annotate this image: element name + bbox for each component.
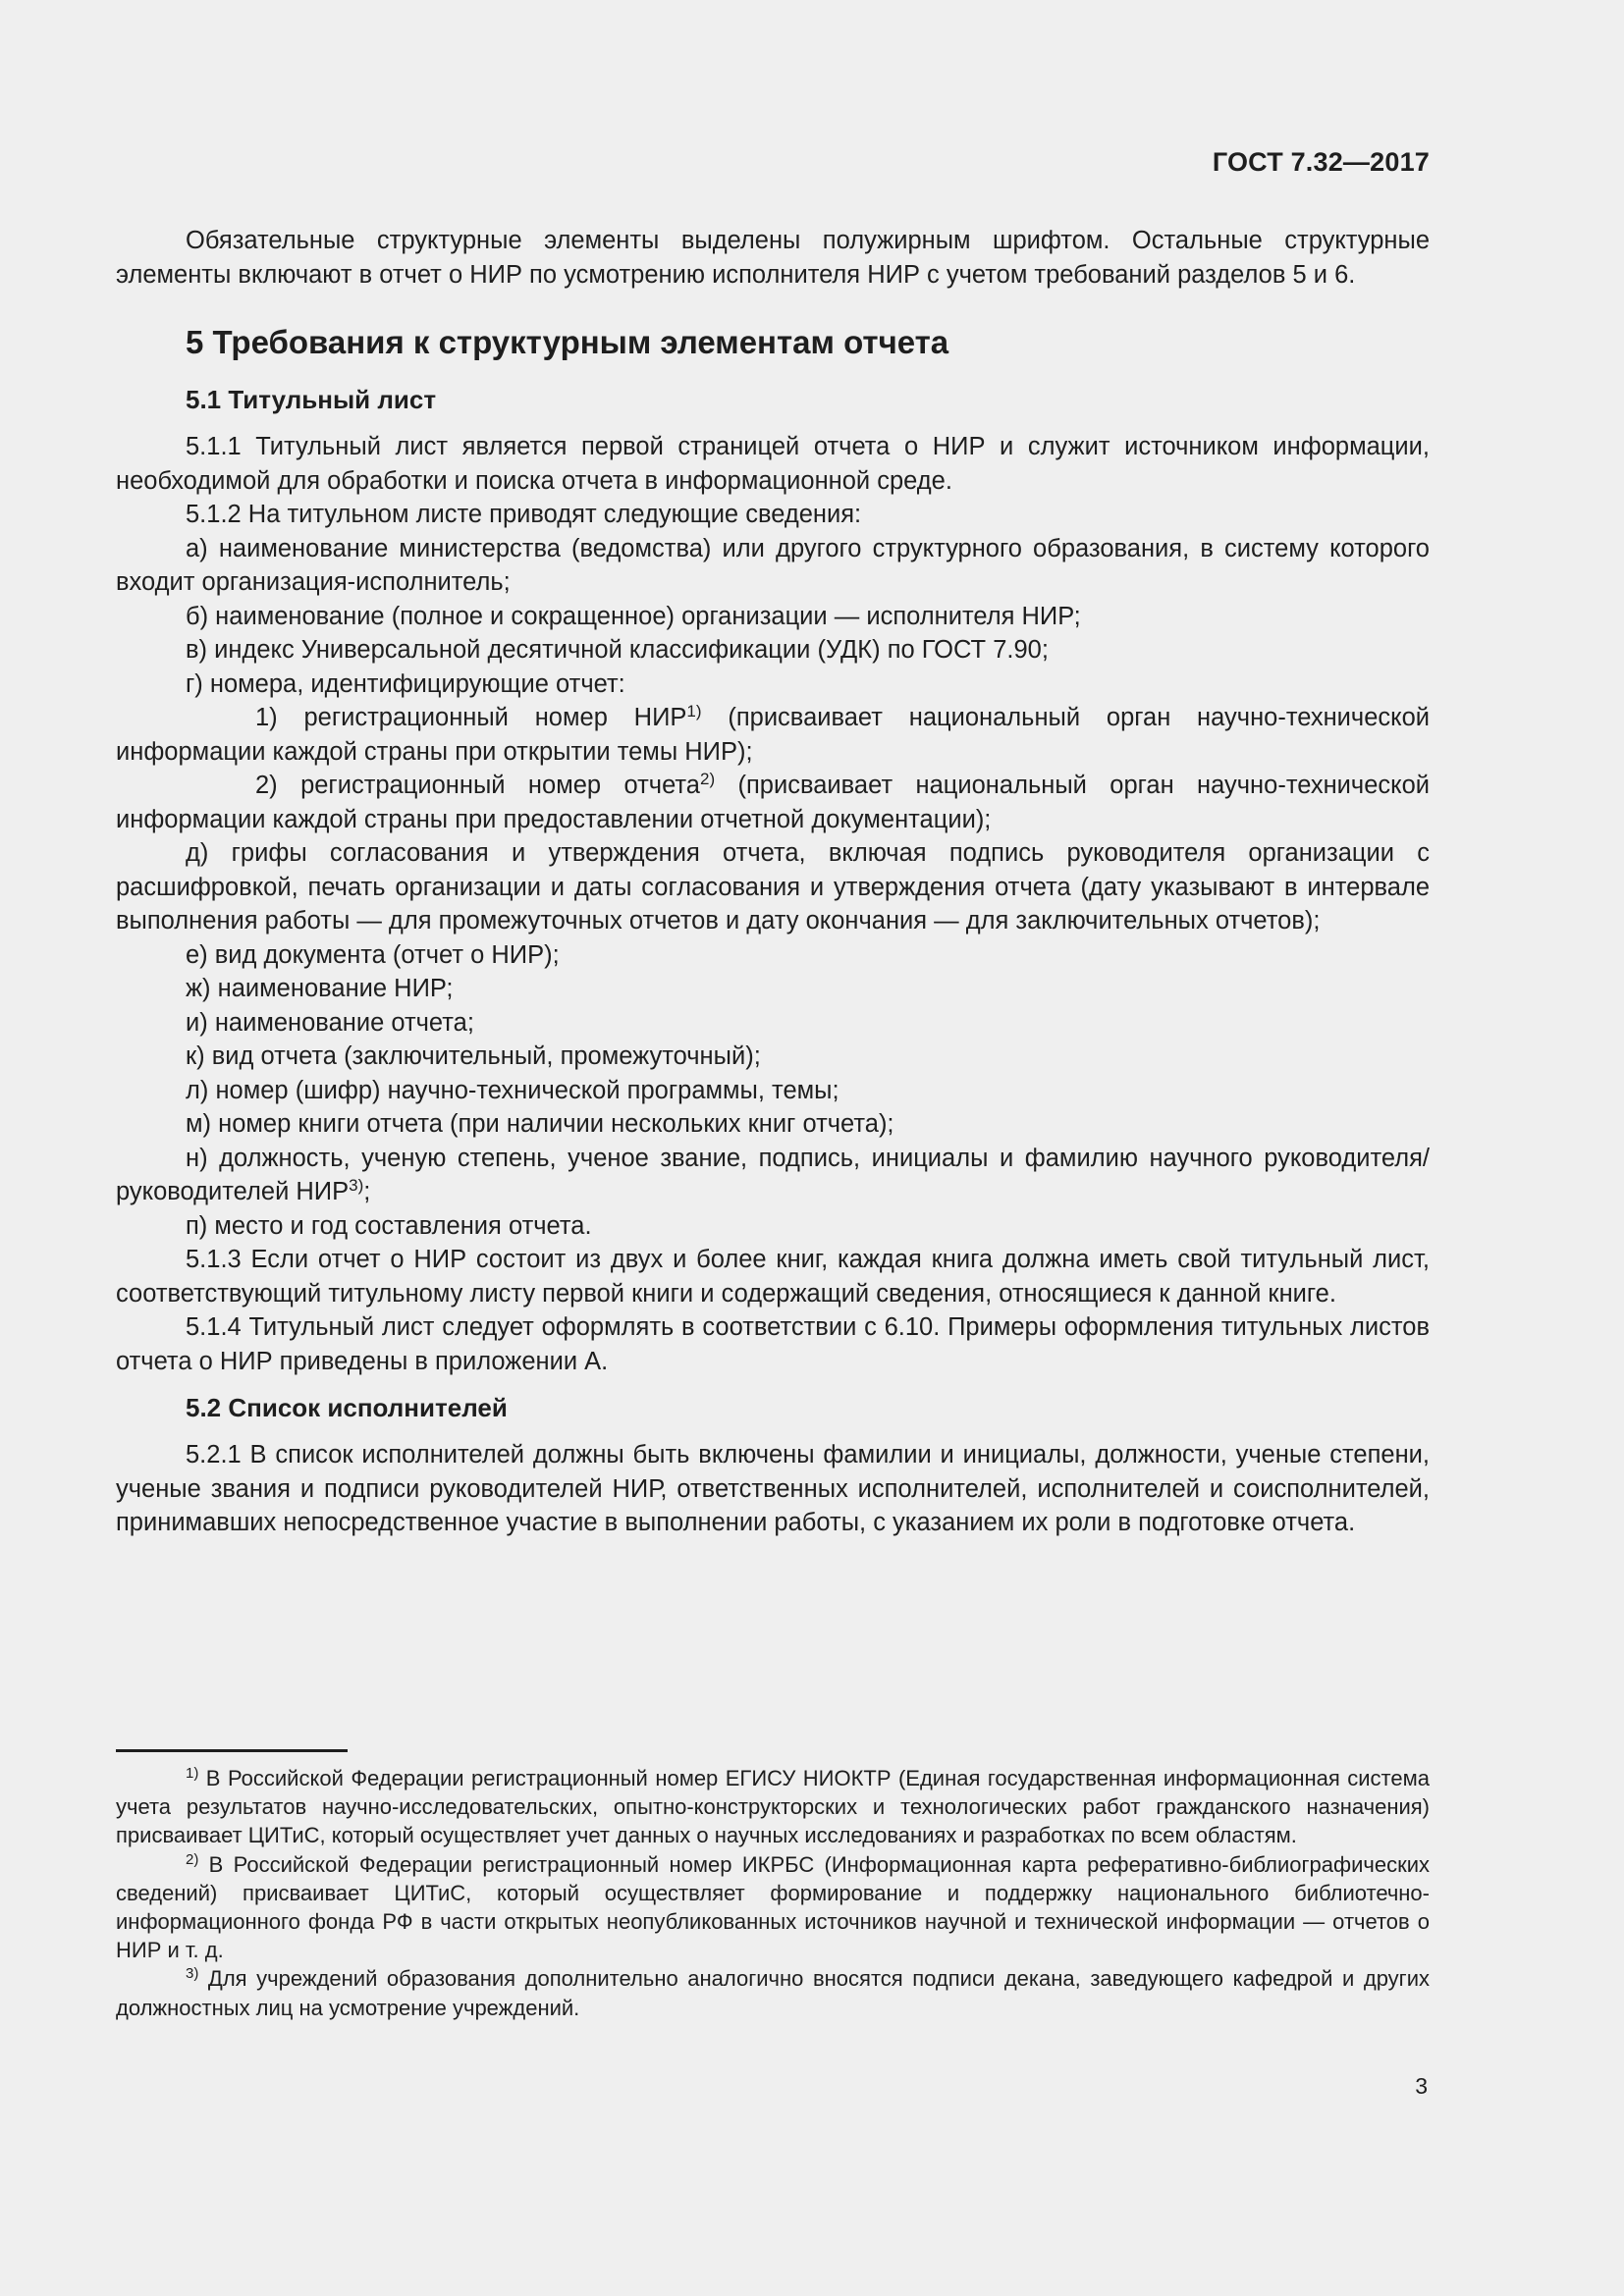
section-5-2-heading: 5.2 Список исполнителей <box>186 1393 508 1422</box>
footnote-3-mark: 3) <box>186 1965 199 1983</box>
footnote-3-text: Для учреждений образования дополнительно аналогично вносятся подписи декана, заведующего кафедрой и других должностных лиц на усмотрение учреждений. <box>116 1966 1430 2020</box>
paragraph-5-1-1: 5.1.1 Титульный лист является первой страницей отчета о НИР и служит источником информации, необходимой для обработки и поиска отчета в информационной среде. <box>116 433 1430 495</box>
list-item-a: а) наименование министерства (ведомства) или другого структурного образования, в систему которого входит организация-исполнитель; <box>116 534 1430 596</box>
paragraph-5-1-4: 5.1.4 Титульный лист следует оформлять в соответствии с 6.10. Примеры оформления титульных листов отчета о НИР приведены в приложении А. <box>116 1313 1430 1375</box>
footnote-divider <box>116 1749 348 1752</box>
list-item-d: д) грифы согласования и утверждения отчета, включая подпись руководителя организации с расшифровкой, печать организации и даты согласования и утверждения отчета (дату указывают в интервале выполнения работы — для промежуточных отчетов и дату окончания — для заключительных отчетов); <box>116 839 1430 934</box>
list-item-n <box>116 1142 1430 1209</box>
main-content <box>116 224 1430 1540</box>
footnote-1-text: В Российской Федерации регистрационный номер ЕГИСУ НИОКТР (Единая государственная информационная система учета результатов научно-исследовательских, опытно-конструкторских и технологических работ гражданского назначения) присваивает ЦИТиС, который осуществляет учет данных о научных исследованиях и разработках по всем областям. <box>116 1766 1430 1848</box>
footnote-2-text: В Российской Федерации регистрационный номер ИКРБС (Информационная карта реферативно-библиографических сведений) присваивает ЦИТиС, который осуществляет формирование и поддержку национального библиотечно-информационного фонда РФ в части открытых неопубликованных источников научной и технической информации — отчетов о НИР и т. д. <box>116 1851 1430 1963</box>
list-item-m: м) номер книги отчета (при наличии нескольких книг отчета); <box>186 1110 894 1138</box>
footnote-ref-2: 2) <box>699 770 716 788</box>
list-item-e: е) вид документа (отчет о НИР); <box>186 940 560 969</box>
section-5-1-heading: 5.1 Титульный лист <box>186 385 437 414</box>
list-item-l: л) номер (шифр) научно-технической программы, темы; <box>186 1076 839 1104</box>
page-number: 3 <box>1415 2073 1428 2099</box>
sub-item-2 <box>116 769 1430 836</box>
paragraph-5-1-2: 5.1.2 На титульном листе приводят следующие сведения: <box>186 501 862 528</box>
sub-item-1-text: 1) регистрационный номер НИР <box>255 704 687 731</box>
list-item-i: и) наименование отчета; <box>186 1008 474 1037</box>
list-item-n-text-rest: ; <box>363 1178 371 1205</box>
footnote-ref-3: 3) <box>349 1176 364 1195</box>
footnotes <box>116 1749 1430 2022</box>
list-item-p: п) место и год составления отчета. <box>186 1211 592 1240</box>
footnote-1-mark: 1) <box>186 1765 199 1782</box>
sub-item-2-text: 2) регистрационный номер отчета <box>255 772 700 799</box>
list-item-n-text: н) должность, ученую степень, ученое звание, подпись, инициалы и фамилию научного руководителя/руководителей НИР <box>116 1144 1430 1205</box>
paragraph-5-2-1: 5.2.1 В список исполнителей должны быть включены фамилии и инициалы, должности, ученые степени, ученые звания и подписи руководителей НИР, ответственных исполнителей, исполнителей и соисполнителей, принимавших непосредственное участие в выполнении работы, с указанием их роли в подготовке отчета. <box>116 1441 1430 1536</box>
section-5-heading: 5 Требования к структурным элементам отчета <box>186 324 949 360</box>
paragraph-5-1-3: 5.1.3 Если отчет о НИР состоит из двух и более книг, каждая книга должна иметь свой титульный лист, соответствующий титульному листу первой книги и содержащий сведения, относящиеся к данной книге. <box>116 1246 1430 1308</box>
document-header: ГОСТ 7.32—2017 <box>1212 147 1430 177</box>
footnote-1 <box>116 1764 1430 1850</box>
list-item-v: в) индекс Универсальной десятичной классификации (УДК) по ГОСТ 7.90; <box>186 636 1049 664</box>
list-item-k: к) вид отчета (заключительный, промежуточный); <box>186 1042 761 1070</box>
list-item-g: г) номера, идентифицирующие отчет: <box>186 669 625 698</box>
list-item-zh: ж) наименование НИР; <box>186 975 454 1002</box>
intro-paragraph: Обязательные структурные элементы выделены полужирным шрифтом. Остальные структурные элементы включают в отчет о НИР по усмотрению исполнителя НИР с учетом требований разделов 5 и 6. <box>116 227 1430 289</box>
footnote-3 <box>116 1964 1430 2021</box>
footnote-2-mark: 2) <box>186 1850 199 1868</box>
sub-item-1 <box>116 701 1430 769</box>
footnote-ref-1: 1) <box>686 702 702 721</box>
list-item-b: б) наименование (полное и сокращенное) организации — исполнителя НИР; <box>186 602 1081 630</box>
footnote-2 <box>116 1850 1430 1965</box>
sub-item-2-text-rest: (присваивает национальный орган научно-технической информации каждой страны при предоставлении отчетной документации); <box>116 772 1430 833</box>
sub-item-1-text-rest: (присваивает национальный орган научно-технической информации каждой страны при открытии темы НИР); <box>116 704 1431 766</box>
